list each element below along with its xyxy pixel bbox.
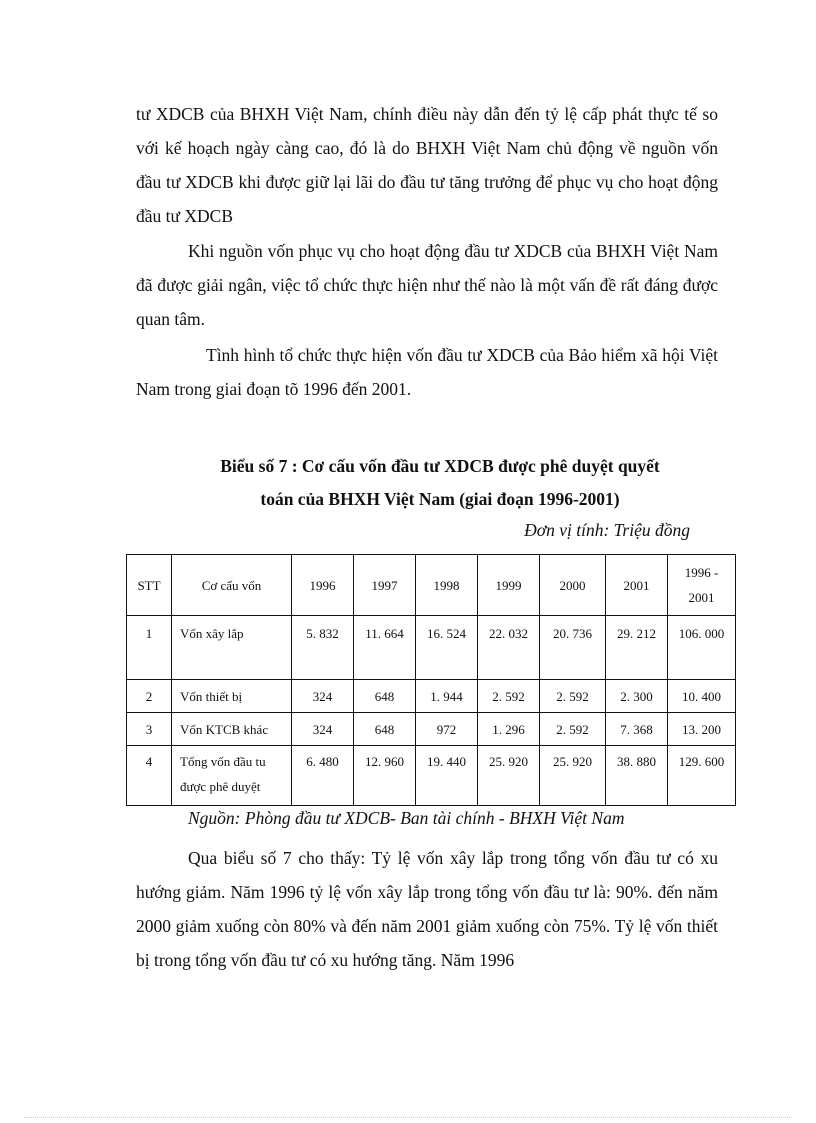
table-cell: 25. 920 — [540, 746, 606, 806]
header-cell: 1999 — [478, 555, 540, 616]
table-cell: 3 — [127, 713, 172, 746]
table-cell: 1. 944 — [416, 680, 478, 713]
table-cell: 2. 592 — [478, 680, 540, 713]
table-cell: 10. 400 — [668, 680, 736, 713]
body-paragraph-2: Khi nguồn vốn phục vụ cho hoạt động đầu tư XDCB của BHXH Việt Nam đã được giải ngân, việc tổ chức thực hiện như thế nào là một vấn đề rất đáng được quan tâm. — [136, 241, 718, 329]
header-cell: 2001 — [606, 555, 668, 616]
table-row — [127, 746, 736, 806]
table-cell: 19. 440 — [416, 746, 478, 806]
table-cell: 106. 000 — [668, 616, 736, 680]
table-cell: 324 — [292, 680, 354, 713]
table-row — [127, 680, 736, 713]
table-cell: Vốn xây lắp — [172, 616, 292, 680]
table-cell: 5. 832 — [292, 616, 354, 680]
header-cell: 1998 — [416, 555, 478, 616]
table-cell: 11. 664 — [354, 616, 416, 680]
table-title — [140, 450, 740, 516]
table-cell: 4 — [127, 746, 172, 806]
table-cell: 13. 200 — [668, 713, 736, 746]
table-cell: 25. 920 — [478, 746, 540, 806]
table-cell: 648 — [354, 713, 416, 746]
unit-label: Đơn vị tính: Triệu đồng — [524, 520, 690, 540]
table-cell: 2. 300 — [606, 680, 668, 713]
table-cell: 972 — [416, 713, 478, 746]
page-bottom-divider — [24, 1117, 792, 1118]
header-cell: 1996 - 2001 — [668, 555, 736, 616]
header-cell: Cơ cấu vốn — [172, 555, 292, 616]
table-cell: Tổng vốn đầu tu được phê duyệt — [172, 746, 292, 806]
body-paragraph-1: tư XDCB của BHXH Việt Nam, chính điều này dẫn đến tỷ lệ cấp phát thực tế so với kế hoạch ngày càng cao, đó là do BHXH Việt Nam chủ động về nguồn vốn đầu tư XDCB khi được giữ lại lãi do đầu tư tăng trưởng để phục vụ cho hoạt động đầu tư XDCB — [136, 104, 718, 226]
table-header-row — [127, 555, 736, 616]
table-title-line-2: toán của BHXH Việt Nam (giai đoạn 1996-2001) — [260, 489, 620, 509]
table-title-line-1: Biểu số 7 : Cơ cấu vốn đầu tư XDCB được phê duyệt quyết — [220, 456, 660, 476]
table-cell: 20. 736 — [540, 616, 606, 680]
table-cell: 1. 296 — [478, 713, 540, 746]
header-cell: 1997 — [354, 555, 416, 616]
table-cell: 129. 600 — [668, 746, 736, 806]
table-cell: Vốn thiết bị — [172, 680, 292, 713]
body-paragraph-4: Qua biểu số 7 cho thấy: Tỷ lệ vốn xây lắp trong tổng vốn đầu tư có xu hướng giảm. Năm 1996 tỷ lệ vốn xây lắp trong tổng vốn đầu tư là: 90%. đến năm 2000 giảm xuống còn 80% và đến năm 2001 giảm xuống còn 75%. Tỷ lệ vốn thiết bị trong tổng vốn đầu tư có xu hướng tăng. Năm 1996 — [136, 848, 718, 970]
table-cell: 7. 368 — [606, 713, 668, 746]
header-cell: 2000 — [540, 555, 606, 616]
table-cell: 12. 960 — [354, 746, 416, 806]
table-cell: 648 — [354, 680, 416, 713]
body-paragraph-3: Tình hình tổ chức thực hiện vốn đầu tư XDCB của Bảo hiểm xã hội Việt Nam trong giai đoạn tõ 1996 đến 2001. — [136, 345, 718, 399]
table-cell: 38. 880 — [606, 746, 668, 806]
table-cell: 29. 212 — [606, 616, 668, 680]
header-cell: 1996 — [292, 555, 354, 616]
table-row — [127, 616, 736, 680]
table-cell: 1 — [127, 616, 172, 680]
table-row — [127, 713, 736, 746]
investment-structure-table — [126, 554, 736, 806]
table-cell: 6. 480 — [292, 746, 354, 806]
table-cell: 2. 592 — [540, 713, 606, 746]
header-cell: STT — [127, 555, 172, 616]
table-cell: 16. 524 — [416, 616, 478, 680]
table-cell: 2 — [127, 680, 172, 713]
table-cell: Vốn KTCB khác — [172, 713, 292, 746]
table-cell: 324 — [292, 713, 354, 746]
table-cell: 2. 592 — [540, 680, 606, 713]
table-cell: 22. 032 — [478, 616, 540, 680]
table-source-note: Nguồn: Phòng đầu tư XDCB- Ban tài chính - BHXH Việt Nam — [188, 808, 625, 828]
